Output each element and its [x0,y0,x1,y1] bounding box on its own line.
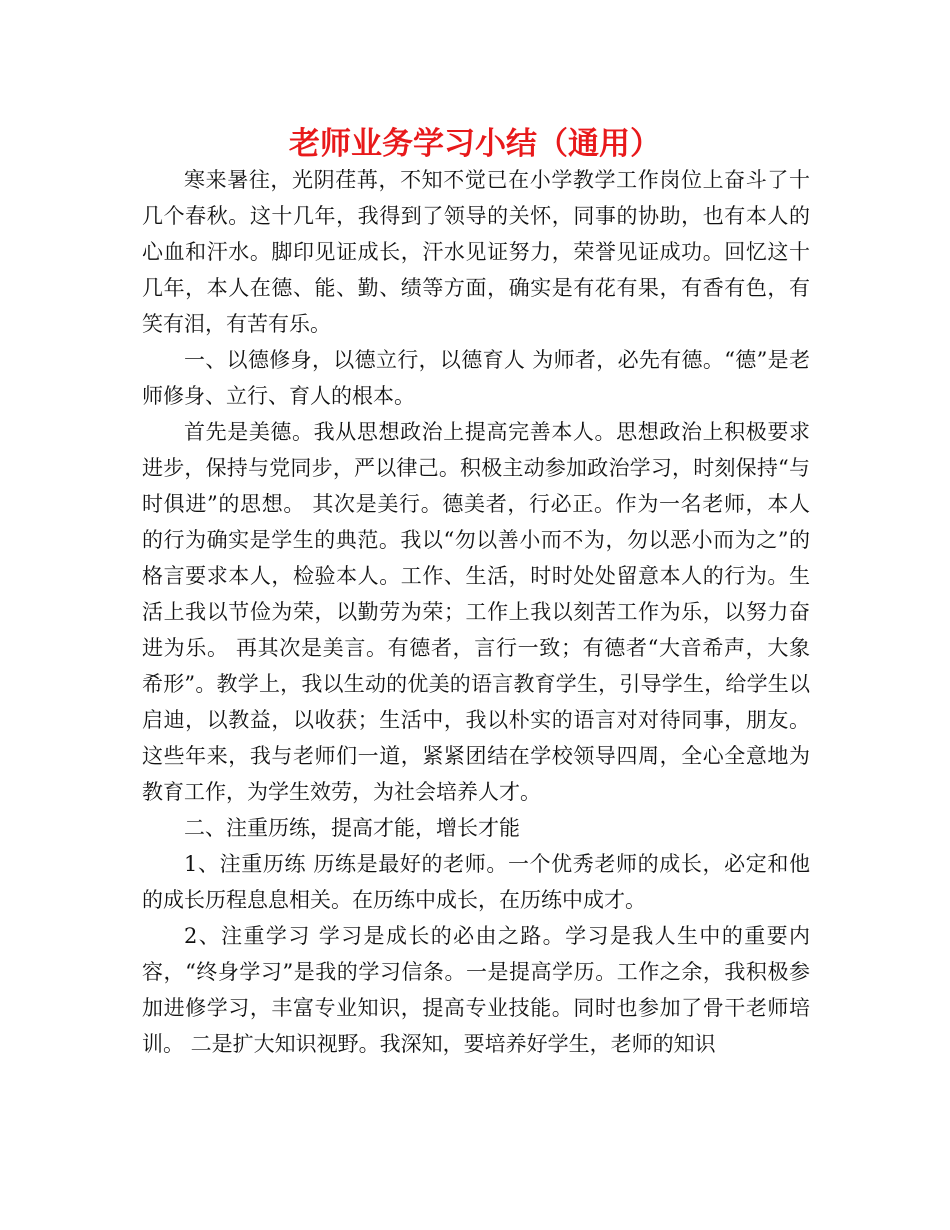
paragraph-experience: 1、注重历练 历练是最好的老师。一个优秀老师的成长，必定和他的成长历程息息相关。在历练中成长，在历练中成才。 [142,852,810,912]
page-title: 老师业务学习小结（通用） [289,126,661,162]
paragraph-section-two-heading: 二、注重历练，提高才能，增长才能 [184,816,520,840]
paragraph-virtue: 首先是美德。我从思想政治上提高完善本人。思想政治上积极要求进步，保持与党同步，严以律己。积极主动参加政治学习，时刻保持“与时俱进”的思想。 其次是美行。德美者，行必正。作为一名老师，本人的行为确实是学生的典范。我以“勿以善小而不为，勿以恶小而为之”的格言要求本人，检验本人。工作、生活，时时处处留意本人的行为。生活上我以节俭为荣，以勤劳为荣；工作上我以刻苦工作为乐，以努力奋进为乐。 再其次是美言。有德者，言行一致；有德者“大音希声，大象希形”。教学上，我以生动的优美的语言教育学生，引导学生，给学生以启迪，以教益，以收获；生活中，我以朴实的语言对对待同事，朋友。这些年来，我与老师们一道，紧紧团结在学校领导四周，全心全意地为教育工作，为学生效劳，为社会培养人才。 [142,420,810,804]
paragraph-intro: 寒来暑往，光阴荏苒，不知不觉已在小学教学工作岗位上奋斗了十几个春秋。这十几年，我得到了领导的关怀，同事的协助，也有本人的心血和汗水。脚印见证成长，汗水见证努力，荣誉见证成功。回忆这十几年，本人在德、能、勤、绩等方面，确实是有花有果，有香有色，有笑有泪，有苦有乐。 [142,168,810,336]
paragraph-study: 2、注重学习 学习是成长的必由之路。学习是我人生中的重要内容，“终身学习”是我的学习信条。一是提高学历。工作之余，我积极参加进修学习，丰富专业知识，提高专业技能。同时也参加了骨干老师培训。 二是扩大知识视野。我深知，要培养好学生，老师的知识 [142,924,810,1056]
paragraph-section-one-heading: 一、以德修身，以德立行，以德育人 为师者，必先有德。“德”是老师修身、立行、育人的根本。 [142,348,810,408]
document-body [142,162,810,1062]
